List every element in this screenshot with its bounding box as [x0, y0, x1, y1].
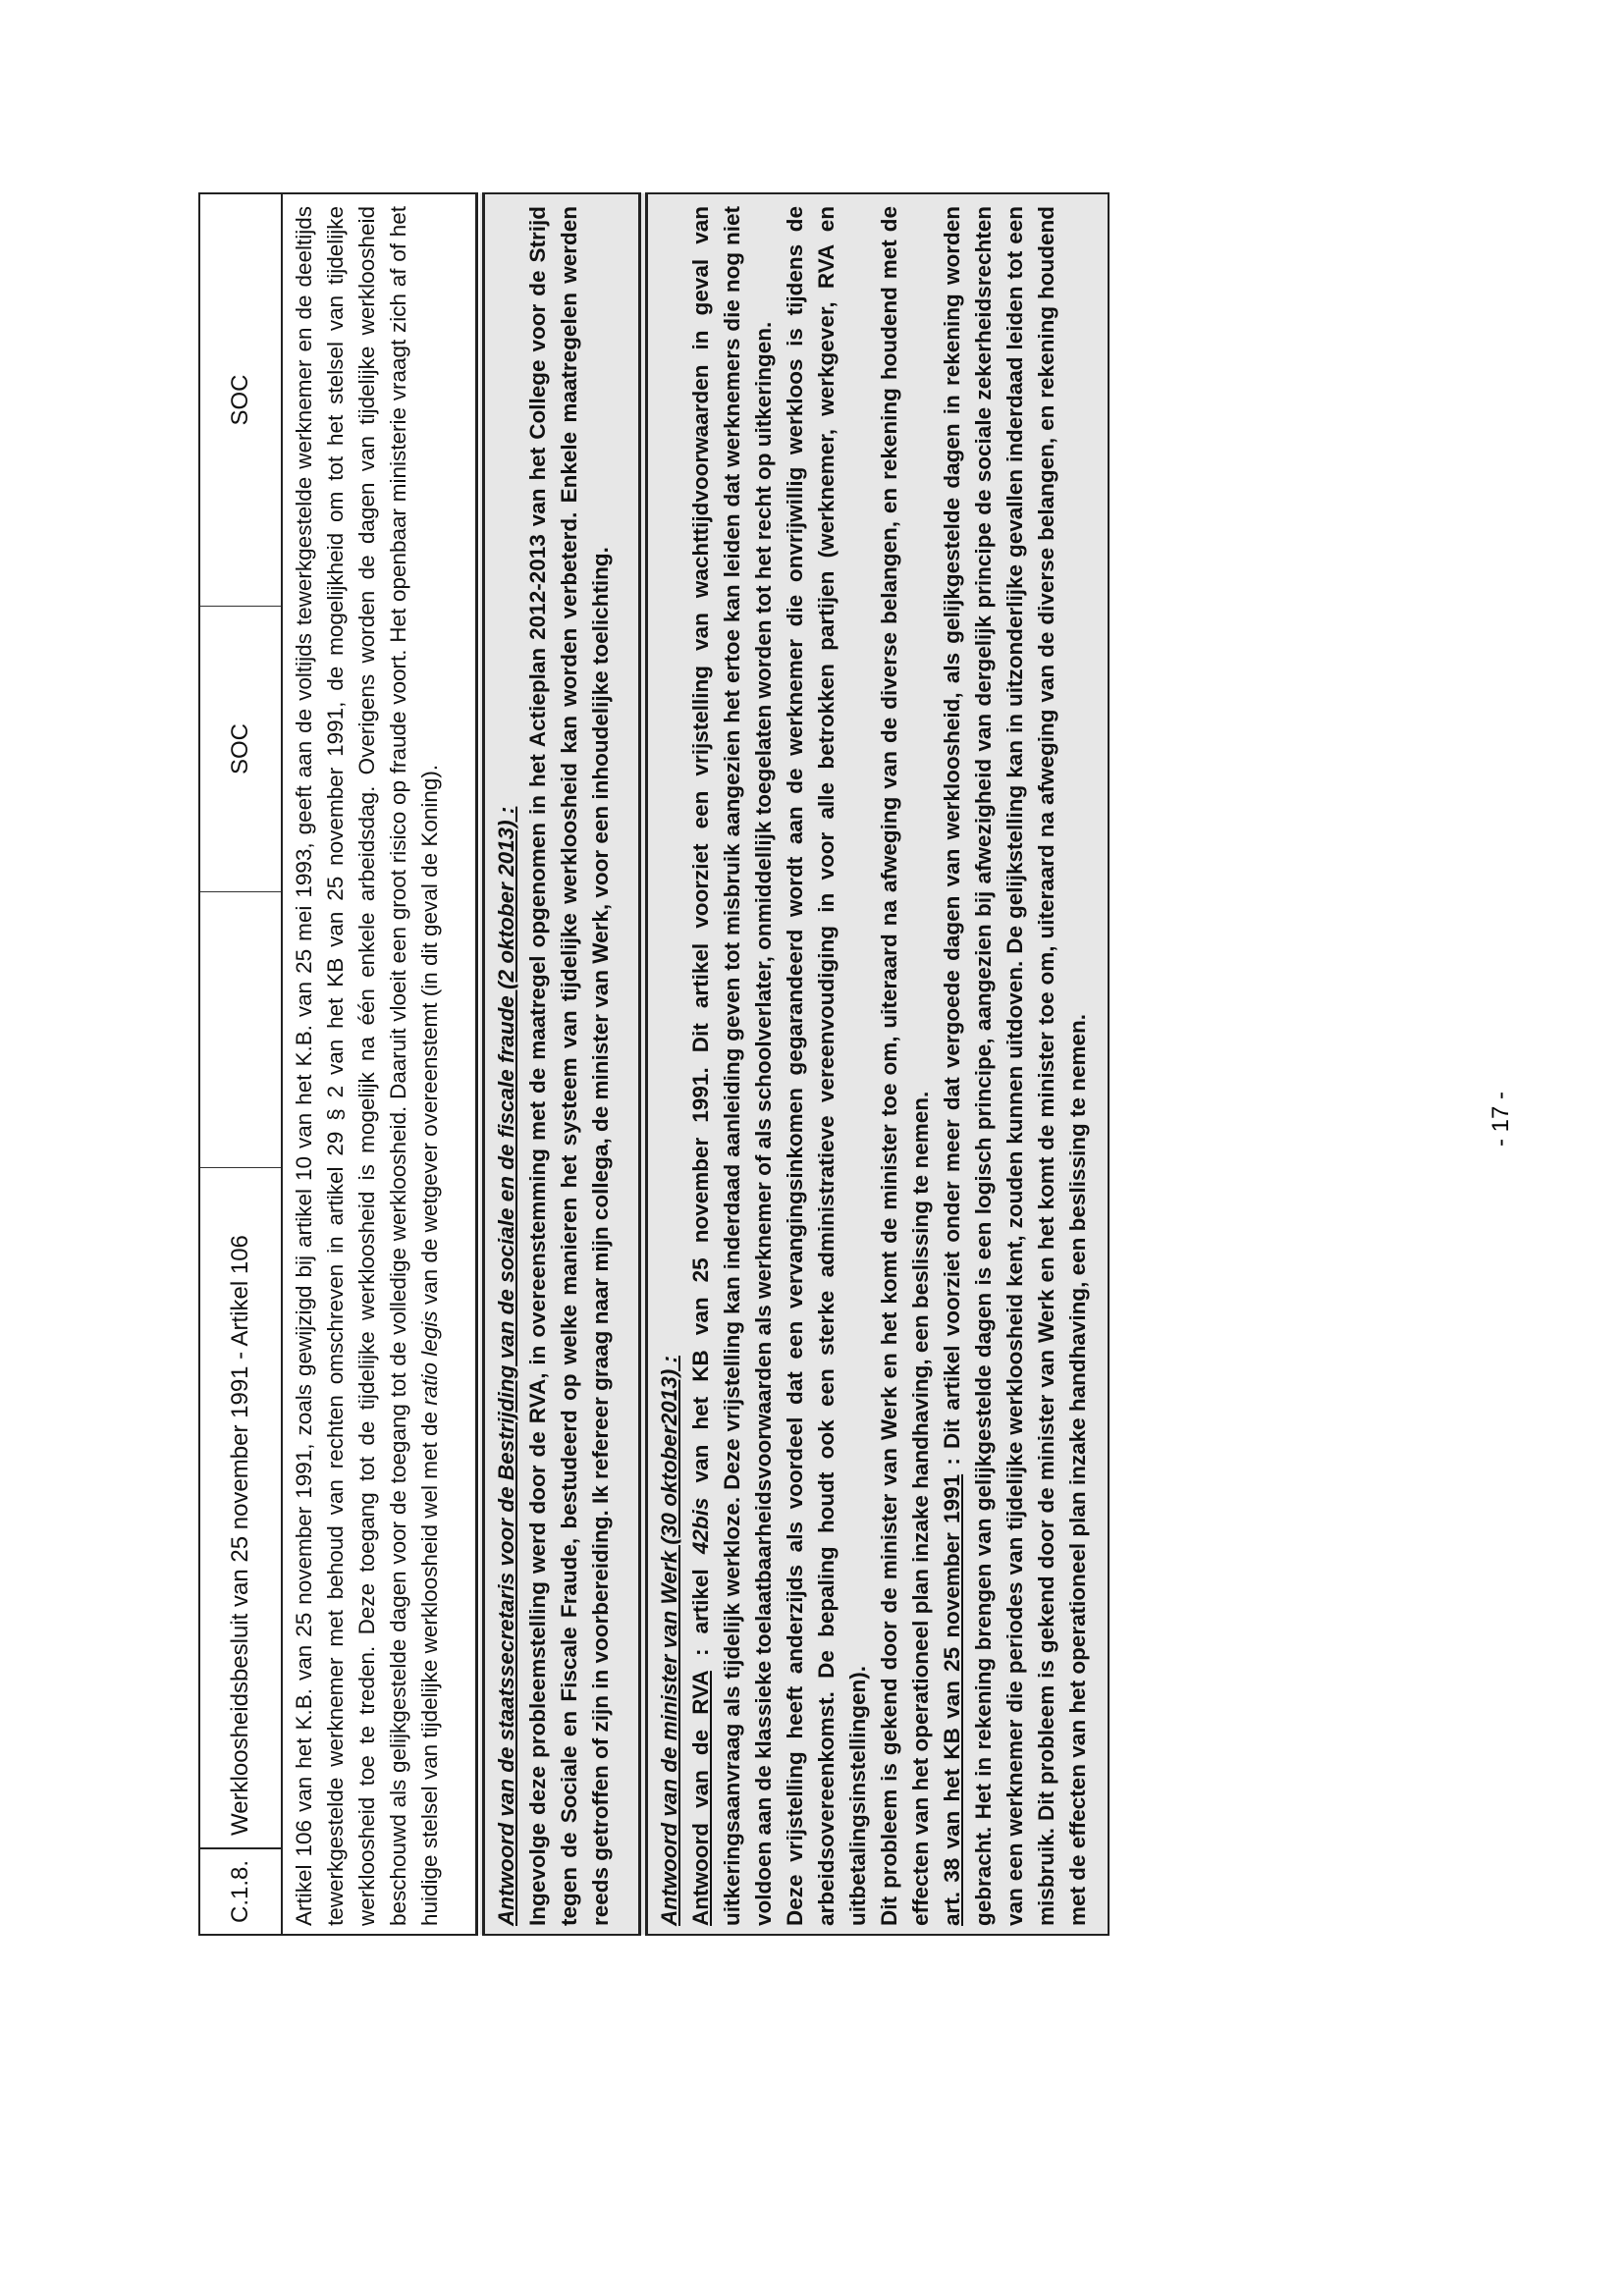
answer2-cell — [643, 193, 1109, 1935]
intro-row — [282, 193, 480, 1935]
answer1-heading: Antwoord van de staatssecretaris voor de Bestrijding van de sociale en de fiscale fraude (2 oktober 2013) : — [494, 806, 518, 1926]
answer1-cell — [480, 193, 643, 1935]
header-soc-1: SOC — [199, 607, 282, 892]
intro-text-a: Artikel 106 van het K.B. van 25 november 1991, zoals gewijzigd bij artikel 10 van het K.B. van 25 mei 1993, geeft aan de voltijds tewerkgestelde werknemer en de deeltijds tewerkgestelde werknemer met behoud van rechten omschreven in artikel 29 § 2 van het KB van 25 november 1991, de mogelijkheid om tot het stelsel van tijdelijke werkloosheid toe te treden. Deze toegang tot de tijdelijke werkloosheid is mogelijk na één enkele arbeidsdag. Overigens worden de dagen van tijdelijke werkloosheid beschouwd als gelijkgestelde dagen voor de toegang tot de volledige werkloosheid. Daaruit vloeit een groot risico op fraude voort. Het openbaar ministerie vraagt zich af of het huidige stelsel van tijdelijke werkloosheid wel met de — [292, 206, 442, 1926]
page-number: - 17 - — [1488, 1091, 1514, 1147]
header-soc-2: SOC — [199, 193, 282, 607]
intro-cell — [282, 193, 480, 1935]
intro-paragraph — [289, 206, 446, 1926]
rva-italic: 42bis — [688, 1497, 713, 1555]
rva-text-b: van het KB van 25 november 1991. Dit artikel voorziet een vrijstelling van wachttijdvoorwaarden in geval van uitkeringsaanvraag als tijdelijk werkloze. Deze vrijstelling kan inderdaad aanleiding geven tot misbruik aangezien het ertoe kan leiden dat werknemers die nog niet voldoen aan de klassieke toelaatbaarheidsvoorwaarden als werknemer of als schoolverlater, onmiddellijk toegelaten worden tot het recht op uitkeringen. — [688, 206, 776, 1926]
answer2-p1 — [685, 206, 780, 1926]
intro-text-b: van de wetgever overeenstemt (in dit geval de Koning). — [417, 764, 442, 1311]
header-row — [199, 193, 282, 1935]
rotated-content — [198, 192, 1371, 1936]
question-table — [198, 192, 1110, 1936]
question-title: Werkloosheidsbesluit van 25 november 1991 - Artikel 106 — [199, 1168, 282, 1849]
answer1-row — [480, 193, 643, 1935]
art-label: art. 38 van het KB van 25 november 1991 — [940, 1473, 964, 1926]
rva-label: Antwoord van de RVA — [688, 1671, 713, 1926]
rva-text-a: : artikel — [688, 1554, 713, 1672]
answer2-row — [643, 193, 1109, 1935]
art-text: : Dit artikel voorziet onder meer dat vergoede dagen van werkloosheid, als gelijkgestelde dagen in rekening worden gebracht. Het in rekening brengen van gelijkgestelde dagen is een logisch principe, aangezien bij afwezigheid van dergelijk principe de sociale zekerheidsrechten van een werknemer die periodes van tijdelijke werkloosheid kent, zouden kunnen uitdoven. De gelijkstelling kan in uitzonderlijke gevallen inderdaad leiden tot een misbruik. Dit probleem is gekend door de minister van Werk en het komt de minister toe om, uiteraard na afweging van de diverse belangen, en rekening houdend met de effecten van het operationeel plan inzake handhaving, een beslissing te nemen. — [940, 206, 1090, 1926]
header-empty-cell — [199, 892, 282, 1168]
answer2-p4 — [937, 206, 1094, 1926]
answer2-heading: Antwoord van de minister van Werk (30 oktober2013) : — [657, 1356, 681, 1926]
answer1-body: Ingevolge deze probleemstelling werd door de RVA, in overeenstemming met de maatregel opgenomen in het Actieplan 2012-2013 van het College voor de Strijd tegen de Sociale en Fiscale Fraude, bestudeerd op welke manieren het systeem van tijdelijke werkloosheid kan worden verbeterd. Enkele maatregelen werden reeds getroffen of zijn in voorbereiding. Ik refereer graag naar mijn collega, de minister van Werk, voor een inhoudelijke toelichting. — [525, 206, 613, 1926]
intro-italic: ratio legis — [417, 1310, 442, 1406]
answer2-p2: Deze vrijstelling heeft anderzijds als voordeel dat een vervangingsinkomen gegarandeerd wordt aan de werknemer die onvrijwillig werkloos is tijdens de arbeidsovereenkomst. De bepaling houdt ook een sterke administratieve vereenvoudiging in voor alle betrokken partijen (werknemer, werkgever, RVA en uitbetalingsinstellingen). — [783, 206, 870, 1926]
answer2-p3: Dit probleem is gekend door de minister van Werk en het komt de minister toe om, uiteraard na afweging van de diverse belangen, en rekening houdend met de effecten van het operationeel plan inzake handhaving, een beslissing te nemen. — [877, 206, 933, 1926]
question-code: C.1.8. — [199, 1848, 282, 1935]
